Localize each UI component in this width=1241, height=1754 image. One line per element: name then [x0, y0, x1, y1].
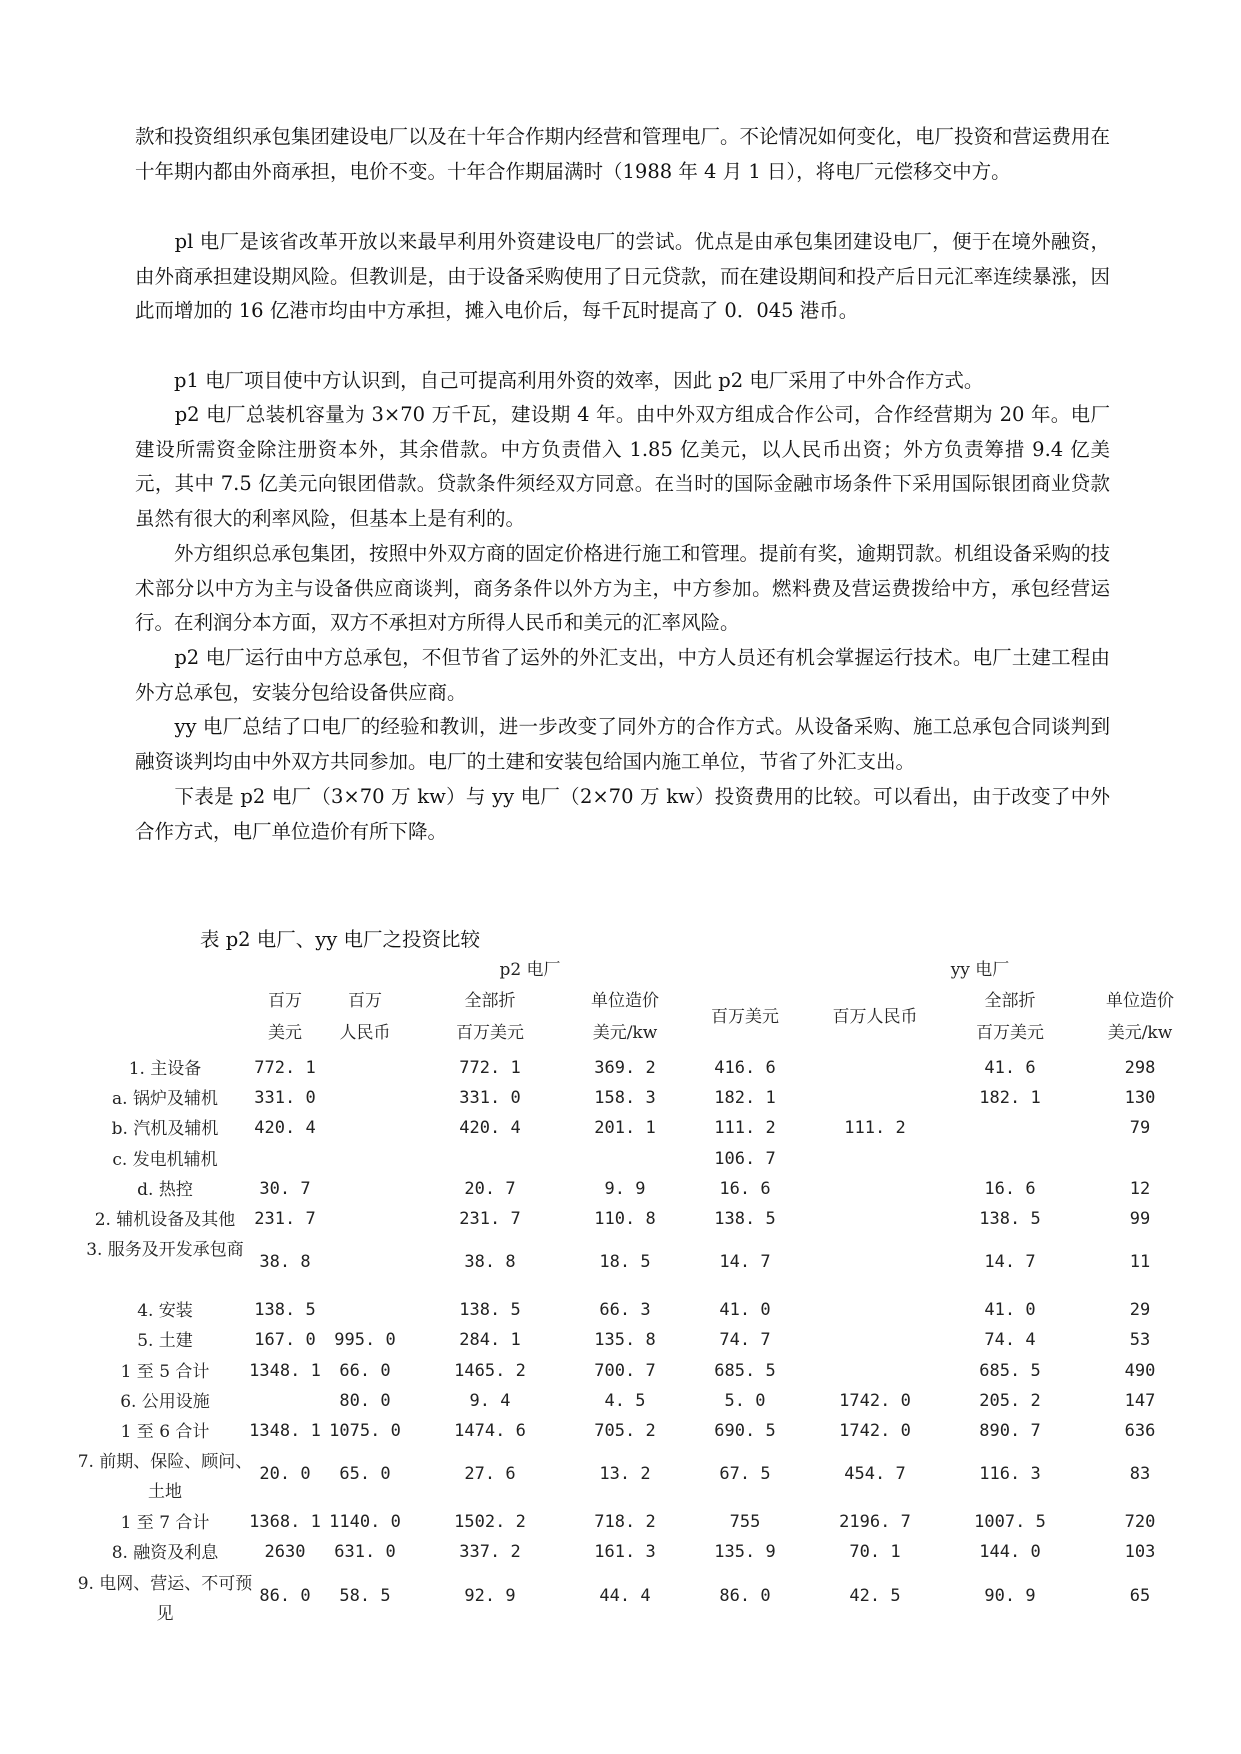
- table-cell-yy-unit-cost: 490: [1124, 1360, 1156, 1381]
- row-label: 4. 安装: [137, 1301, 193, 1322]
- table-cell-p2-unit-cost: 110. 8: [594, 1209, 656, 1229]
- table-cell-p2-usd: 1348. 1: [249, 1421, 321, 1441]
- row-label: 7. 前期、保险、顾问、土地: [77, 1452, 253, 1503]
- paragraph-2: pl 电厂是该省改革开放以来最早利用外资建设电厂的尝试。优点是由承包集团建设电厂，便于在境外融资，由外商承担建设期风险。但教训是，由于设备采购使用了日元贷款，而在建设期间和投产后日元汇率连续暴涨，因此而增加的 16 亿港市均由中方承担，摊入电价后，每千瓦时提高了 0．045 港币。: [135, 230, 1111, 322]
- table-cell-p2-unit-cost: 161. 3: [594, 1542, 656, 1563]
- table-cell-p2-usd: 420. 4: [254, 1118, 316, 1139]
- row-label: b. 汽机及辅机: [111, 1119, 219, 1140]
- paragraph-7: yy 电厂总结了口电厂的经验和教训，进一步改变了同外方的合作方式。从设备采购、施工总承包合同谈判到融资谈判均由中外双方共同参加。电厂的土建和安装包给国内施工单位，节省了外汇支出。: [135, 715, 1110, 773]
- table-cell-yy-usd: 135. 9: [714, 1542, 776, 1563]
- column-header-line: 单位造价: [591, 991, 659, 1011]
- table-cell-yy-total-usd: 116. 3: [979, 1464, 1041, 1485]
- table-cell-p2-rmb: 66. 0: [339, 1360, 391, 1381]
- table-cell-yy-unit-cost: 99: [1129, 1209, 1151, 1229]
- table-cell-p2-total-usd: 231. 7: [459, 1209, 521, 1229]
- table-cell-p2-usd: 231. 7: [254, 1209, 316, 1229]
- table-cell-p2-total-usd: 38. 8: [464, 1252, 516, 1273]
- column-header-line: 百万: [348, 991, 382, 1011]
- table-cell-yy-total-usd: 890. 7: [979, 1421, 1041, 1441]
- paragraph-1: 款和投资组织承包集团建设电厂以及在十年合作期内经营和管理电厂。不论情况如何变化，电厂投资和营运费用在十年期内都由外商承担，电价不变。十年合作期届满时（1988 年 4 月 1 日），将电厂元偿移交中方。: [135, 125, 1111, 183]
- table-row: [70, 1084, 1170, 1114]
- table-cell-p2-total-usd: 1502. 2: [454, 1512, 526, 1533]
- table-row: [70, 1054, 1170, 1084]
- table-cell-p2-unit-cost: 9. 9: [604, 1178, 646, 1199]
- table-cell-p2-unit-cost: 700. 7: [594, 1360, 656, 1381]
- table-cell-yy-unit-cost: 298: [1124, 1058, 1156, 1078]
- column-header-line: 全部折: [984, 991, 1036, 1011]
- row-label: d. 热控: [137, 1179, 193, 1200]
- table-cell-yy-rmb: 70. 1: [849, 1542, 901, 1563]
- table-cell-p2-usd: 38. 8: [259, 1252, 311, 1273]
- column-header-line: 单位造价: [1106, 991, 1174, 1011]
- row-label: 1 至 6 合计: [120, 1422, 210, 1442]
- table-cell-p2-rmb: 631. 0: [334, 1542, 396, 1563]
- column-header-yy-unit-cost: [1080, 985, 1200, 1049]
- table-cell-p2-rmb: 65. 0: [339, 1464, 391, 1485]
- table-cell-yy-total-usd: 144. 0: [979, 1542, 1041, 1563]
- table-cell-yy-rmb: 2196. 7: [839, 1512, 911, 1533]
- column-header-p2-unit-cost: [565, 985, 685, 1049]
- table-cell-yy-usd: 14. 7: [719, 1252, 771, 1273]
- column-header-p2-rmb: [320, 985, 410, 1049]
- table-cell-p2-unit-cost: 4. 5: [604, 1390, 646, 1411]
- table-cell-yy-unit-cost: 65: [1129, 1585, 1151, 1606]
- row-label: a. 锅炉及辅机: [112, 1089, 218, 1110]
- table-cell-p2-unit-cost: 705. 2: [594, 1421, 656, 1441]
- table-cell-yy-rmb: 111. 2: [844, 1118, 906, 1139]
- group-header-yy: yy 电厂: [950, 960, 1010, 980]
- column-header-line: 人民币: [339, 1023, 391, 1043]
- table-cell-yy-total-usd: 182. 1: [979, 1088, 1041, 1109]
- column-header-p2-total-usd: [425, 985, 555, 1049]
- table-cell-yy-unit-cost: 53: [1129, 1330, 1151, 1351]
- table-cell-p2-total-usd: 9. 4: [469, 1390, 511, 1411]
- column-header-line: 百万: [268, 991, 302, 1011]
- table-cell-yy-unit-cost: 147: [1124, 1390, 1156, 1411]
- table-cell-p2-rmb: 1075. 0: [329, 1421, 401, 1441]
- row-label: 1. 主设备: [128, 1059, 202, 1079]
- table-row: [70, 1175, 1170, 1205]
- paragraph-6: p2 电厂运行由中方总承包，不但节省了运外的外汇支出，中方人员还有机会掌握运行技术。电厂土建工程由外方总承包，安装分包给设备供应商。: [135, 646, 1110, 704]
- table-cell-yy-usd: 138. 5: [714, 1209, 776, 1229]
- table-row: [70, 1145, 1170, 1175]
- table-cell-p2-usd: 1368. 1: [249, 1512, 321, 1533]
- column-header-line: 全部折: [464, 991, 516, 1011]
- row-label: 6. 公用设施: [120, 1391, 210, 1412]
- table-cell-yy-unit-cost: 29: [1129, 1300, 1151, 1321]
- paragraph-8: 下表是 p2 电厂（3×70 万 kw）与 yy 电厂（2×70 万 kw）投资费用的比较。可以看出，由于改变了中外合作方式，电厂单位造价有所下降。: [135, 785, 1110, 843]
- table-row: [70, 1447, 1170, 1507]
- table-cell-yy-total-usd: 14. 7: [984, 1252, 1036, 1273]
- table-cell-yy-total-usd: 41. 0: [984, 1300, 1036, 1321]
- table-cell-yy-rmb: 42. 5: [849, 1585, 901, 1606]
- column-header-line: 百万美元: [456, 1023, 524, 1043]
- table-cell-p2-rmb: 1140. 0: [329, 1512, 401, 1533]
- paragraph-5: 外方组织总承包集团，按照中外双方商的固定价格进行施工和管理。提前有奖，逾期罚款。机组设备采购的技术部分以中方为主与设备供应商谈判，商务条件以外方为主，中方参加。燃料费及营运费拨给中方，承包经营运行。在利润分本方面，双方不承担对方所得人民币和美元的汇率风险。: [135, 542, 1111, 634]
- column-header-p2-usd: [240, 985, 330, 1049]
- table-cell-yy-usd: 182. 1: [714, 1088, 776, 1109]
- table-cell-yy-rmb: 1742. 0: [839, 1421, 911, 1441]
- table-cell-yy-usd: 416. 6: [714, 1058, 776, 1078]
- table-cell-yy-usd: 690. 5: [714, 1421, 776, 1441]
- column-header-line: 美元: [268, 1023, 302, 1043]
- column-header-line: 百万美元: [711, 1007, 779, 1027]
- table-cell-yy-usd: 755: [729, 1512, 761, 1533]
- table-cell-yy-unit-cost: 636: [1124, 1421, 1156, 1441]
- row-label: c. 发电机辅机: [112, 1149, 218, 1170]
- column-header-yy-total-usd: [945, 985, 1075, 1049]
- table-cell-yy-unit-cost: 130: [1124, 1088, 1156, 1109]
- table-cell-p2-usd: 30. 7: [259, 1178, 311, 1199]
- row-label: 9. 电网、营运、不可预见: [77, 1573, 253, 1624]
- table-row: [70, 1326, 1170, 1356]
- table-cell-yy-total-usd: 16. 6: [984, 1178, 1036, 1199]
- table-cell-p2-usd: 2630: [264, 1542, 306, 1563]
- column-header-yy-rmb: [810, 1001, 940, 1033]
- table-cell-yy-unit-cost: 720: [1124, 1512, 1156, 1533]
- column-header-yy-usd: [685, 1001, 805, 1033]
- table-cell-yy-usd: 685. 5: [714, 1360, 776, 1381]
- table-cell-yy-usd: 74. 7: [719, 1330, 771, 1351]
- table-cell-p2-total-usd: 1465. 2: [454, 1360, 526, 1381]
- table-cell-yy-rmb: 1742. 0: [839, 1390, 911, 1411]
- table-cell-yy-total-usd: 1007. 5: [974, 1512, 1046, 1533]
- table-cell-yy-usd: 106. 7: [714, 1148, 776, 1169]
- table-cell-yy-rmb: 454. 7: [844, 1464, 906, 1485]
- table-cell-yy-total-usd: 90. 9: [984, 1585, 1036, 1606]
- table-cell-p2-total-usd: 138. 5: [459, 1300, 521, 1321]
- table-cell-p2-usd: 167. 0: [254, 1330, 316, 1351]
- table-row: [70, 1569, 1170, 1629]
- table-cell-p2-rmb: 58. 5: [339, 1585, 391, 1606]
- table-cell-yy-usd: 41. 0: [719, 1300, 771, 1321]
- table-cell-p2-total-usd: 420. 4: [459, 1118, 521, 1139]
- table-cell-p2-total-usd: 20. 7: [464, 1178, 516, 1199]
- column-header-line: 美元/kw: [1107, 1023, 1173, 1043]
- table-cell-yy-usd: 16. 6: [719, 1178, 771, 1199]
- table-cell-p2-rmb: 995. 0: [334, 1330, 396, 1351]
- table-cell-yy-unit-cost: 83: [1129, 1464, 1151, 1485]
- table-cell-yy-unit-cost: 79: [1129, 1118, 1151, 1139]
- row-label: 1 至 5 合计: [120, 1361, 210, 1382]
- table-cell-p2-total-usd: 284. 1: [459, 1330, 521, 1351]
- table-caption: 表 p2 电厂、yy 电厂之投资比较: [200, 928, 481, 951]
- column-header-line: 百万人民币: [832, 1007, 918, 1027]
- table-cell-yy-usd: 111. 2: [714, 1118, 776, 1139]
- table-cell-p2-rmb: 80. 0: [339, 1390, 391, 1411]
- table-cell-yy-unit-cost: 11: [1129, 1252, 1151, 1273]
- row-label: 5. 土建: [137, 1331, 193, 1352]
- table-cell-yy-usd: 67. 5: [719, 1464, 771, 1485]
- row-label: 2. 辅机设备及其他: [94, 1210, 236, 1230]
- table-cell-p2-unit-cost: 44. 4: [599, 1585, 651, 1606]
- paragraph-3: p1 电厂项目使中方认识到，自己可提高利用外资的效率，因此 p2 电厂采用了中外合作方式。: [135, 369, 984, 392]
- table-cell-yy-total-usd: 74. 4: [984, 1330, 1036, 1351]
- table-cell-p2-total-usd: 92. 9: [464, 1585, 516, 1606]
- table-cell-p2-unit-cost: 135. 8: [594, 1330, 656, 1351]
- table-row: [70, 1387, 1170, 1417]
- row-label: 3. 服务及开发承包商: [86, 1240, 244, 1261]
- table-cell-p2-total-usd: 337. 2: [459, 1542, 521, 1563]
- table-row: [70, 1296, 1170, 1326]
- table-cell-p2-total-usd: 331. 0: [459, 1088, 521, 1109]
- table-cell-p2-unit-cost: 718. 2: [594, 1512, 656, 1533]
- table-cell-yy-total-usd: 138. 5: [979, 1209, 1041, 1229]
- table-row: [70, 1114, 1170, 1144]
- column-header-line: 美元/kw: [592, 1023, 658, 1043]
- table-cell-p2-usd: 138. 5: [254, 1300, 316, 1321]
- table-cell-p2-usd: 20. 0: [259, 1464, 311, 1485]
- table-cell-p2-usd: 1348. 1: [249, 1360, 321, 1381]
- table-cell-p2-unit-cost: 158. 3: [594, 1088, 656, 1109]
- table-cell-yy-usd: 5. 0: [724, 1390, 766, 1411]
- table-cell-yy-total-usd: 205. 2: [979, 1390, 1041, 1411]
- table-row: [70, 1508, 1170, 1538]
- row-label: 1 至 7 合计: [120, 1513, 210, 1534]
- column-header-line: 百万美元: [976, 1023, 1044, 1043]
- table-cell-p2-usd: 772. 1: [254, 1058, 316, 1078]
- table-cell-yy-total-usd: 685. 5: [979, 1360, 1041, 1381]
- table-cell-p2-total-usd: 27. 6: [464, 1464, 516, 1485]
- table-cell-p2-unit-cost: 66. 3: [599, 1300, 651, 1321]
- row-label: 8. 融资及利息: [111, 1543, 219, 1564]
- table-cell-p2-usd: 331. 0: [254, 1088, 316, 1109]
- table-row: [70, 1357, 1170, 1387]
- table-cell-yy-total-usd: 41. 6: [984, 1058, 1036, 1078]
- paragraph-4: p2 电厂总装机容量为 3×70 万千瓦，建设期 4 年。由中外双方组成合作公司，合作经营期为 20 年。电厂建设所需资金除注册资本外，其余借款。中方负责借入 1.85 亿美元，以人民币出资；外方负责筹措 9.4 亿美元，其中 7.5 亿美元向银团借款。贷款条件须经双方同意。在当时的国际金融市场条件下采用国际银团商业贷款虽然有很大的利率风险，但基本上是有利的。: [135, 403, 1110, 530]
- table-cell-p2-unit-cost: 201. 1: [594, 1118, 656, 1139]
- table-cell-yy-unit-cost: 103: [1124, 1542, 1156, 1563]
- table-cell-p2-total-usd: 1474. 6: [454, 1421, 526, 1441]
- table-row: [70, 1205, 1170, 1235]
- table-row: [70, 1538, 1170, 1568]
- table-row: [70, 1235, 1170, 1295]
- table-cell-p2-total-usd: 772. 1: [459, 1058, 521, 1078]
- group-header-p2: p2 电厂: [499, 960, 561, 980]
- table-cell-p2-unit-cost: 18. 5: [599, 1252, 651, 1273]
- table-row: [70, 1417, 1170, 1447]
- table-cell-yy-unit-cost: 12: [1129, 1178, 1151, 1199]
- table-cell-p2-usd: 86. 0: [259, 1585, 311, 1606]
- table-cell-p2-unit-cost: 369. 2: [594, 1058, 656, 1078]
- table-cell-p2-unit-cost: 13. 2: [599, 1464, 651, 1485]
- table-cell-yy-usd: 86. 0: [719, 1585, 771, 1606]
